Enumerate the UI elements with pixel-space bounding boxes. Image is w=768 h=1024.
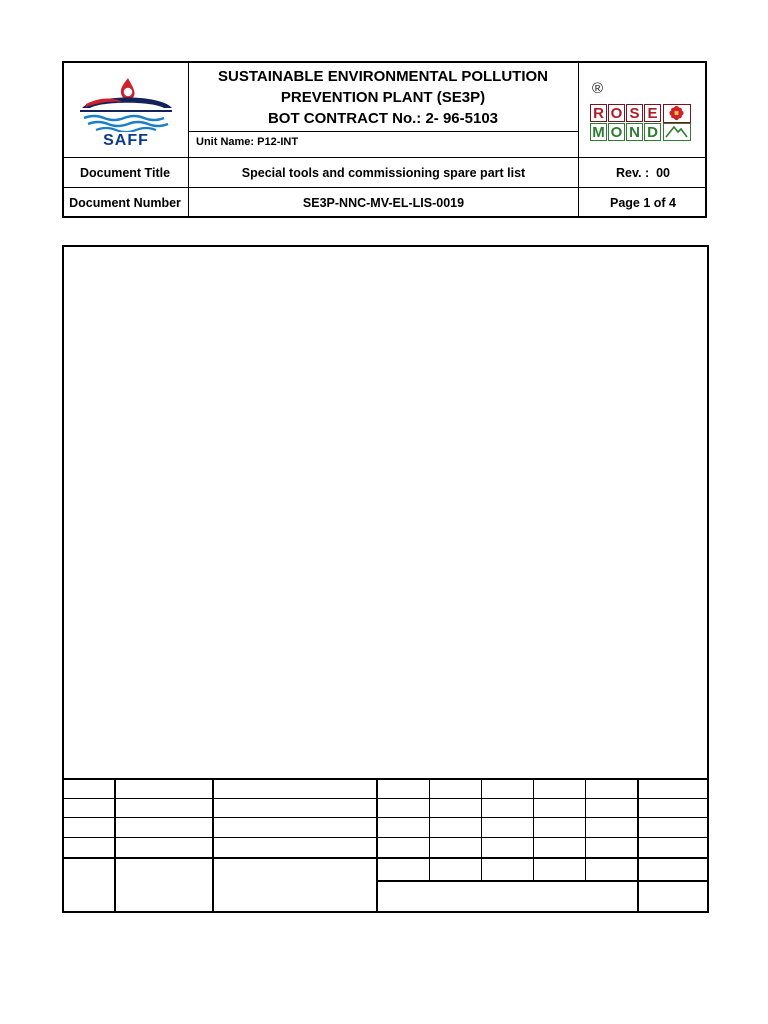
revision-grid-line [212,778,214,913]
revision-grid-line [114,778,116,913]
registered-mark: ® [592,80,604,97]
project-title-line3: BOT CONTRACT No.: 2- 96-5103 [267,110,499,127]
revision-grid-line [481,778,482,881]
rosemond-letter-m: M [590,123,607,141]
revision-grid-line [62,778,709,780]
saff-logo-text: SAFF [103,132,149,149]
project-title-line2: PREVENTION PLANT (SE3P) [280,89,486,106]
rosemond-letter-n: N [626,123,643,141]
revision-grid-line [429,778,430,881]
revision-grid-line [62,837,709,838]
header-divider-unit [188,131,578,132]
mountain-icon [663,123,691,141]
document-title-label: Document Title [79,165,171,180]
document-number-value: SE3P-NNC-MV-EL-LIS-0019 [302,195,465,210]
saff-logo-graphic [72,74,180,132]
flower-icon [663,104,691,123]
revision-grid-line [533,778,534,881]
rosemond-logo [588,80,696,146]
revision-value: Rev. : 00 [616,165,670,180]
revision-grid-line [585,778,586,881]
project-title-line1: SUSTAINABLE ENVIRONMENTAL POLLUTION [218,68,548,85]
rosemond-letter-s: S [626,104,643,122]
unit-name: Unit Name: P12-INT [196,136,299,148]
document-number-label: Document Number [69,195,181,210]
page-number-value: Page 1 of 4 [610,195,676,210]
document-title-value: Special tools and commissioning spare part list [241,165,526,180]
rosemond-letter-o: O [608,104,625,122]
rosemond-letter-o2: O [608,123,625,141]
revision-grid-line [62,817,709,818]
revision-grid-line [637,778,639,913]
revision-grid-line [376,778,378,913]
revision-grid-line [377,880,709,882]
revision-grid-line [62,798,709,799]
rosemond-letter-r: R [590,104,607,122]
rosemond-letter-e: E [644,104,661,122]
project-title [188,66,578,129]
revision-grid-line [62,857,709,859]
rosemond-letter-d: D [644,123,661,141]
content-frame [62,245,709,913]
saff-logo [72,74,180,152]
